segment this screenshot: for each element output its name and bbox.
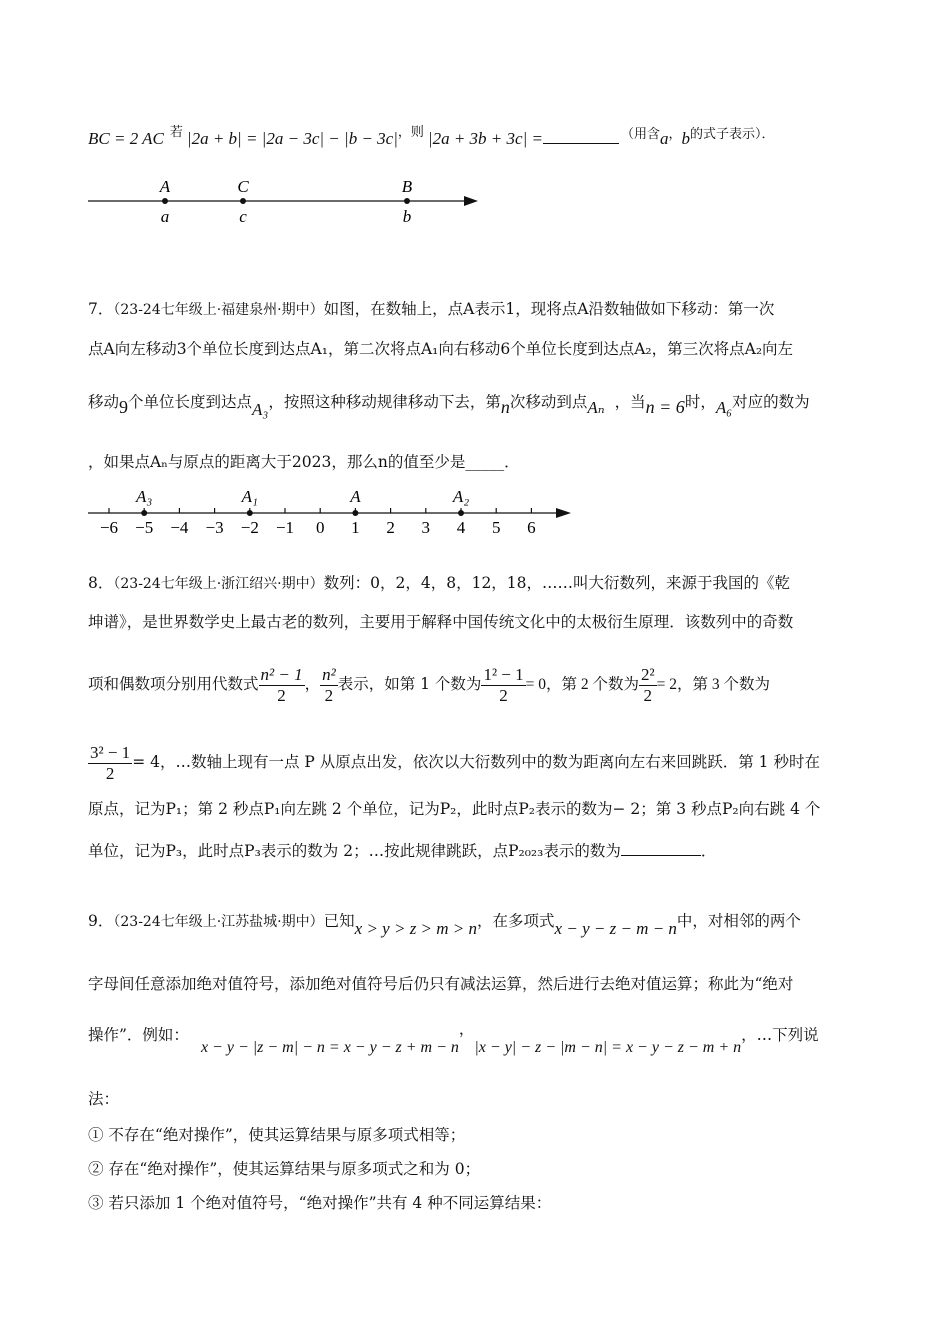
q8-answer-blank[interactable] — [621, 841, 701, 856]
q8-text-6: 单位，记为P₃，此时点P₃表示的数为 2；…按此规律跳跃，点P₂₀₂₃表示的数为 — [88, 842, 621, 860]
q8-frac5-num: 3² − 1 — [90, 742, 131, 762]
q9-polynomial: x − y − z − m − n — [554, 919, 677, 938]
q9-line-1 — [88, 910, 801, 938]
q8-fraction-3 — [88, 743, 132, 784]
q8-text-2: 坤谱》，是世界数学史上最古老的数列，主要用于解释中国传统文化中的太极衍生原理．该数列中的奇数 — [88, 613, 794, 631]
q7-point-dot — [458, 510, 464, 516]
q8-frac3-den: 2 — [499, 685, 508, 705]
q8-fraction-even — [320, 665, 338, 706]
q9-example-1: x − y − |z − m| − n = x − y − z + m − n — [200, 1039, 459, 1056]
q7-axis-arrow — [556, 508, 571, 518]
q7-text-2: 点A向左移动3个单位长度到达点A₁，第二次将点A₁向右移动6个单位长度到达点A₂，第三次将点A₂向左 — [88, 340, 794, 358]
q8-source: （23-24七年级上·浙江绍兴·期中） — [113, 576, 324, 592]
q8-frac3-num: 1² − 1 — [483, 664, 524, 684]
q7-text-3c: 个单位长度到达点 — [128, 393, 253, 411]
q7-number: 7． — [88, 300, 114, 318]
q7-point-label: A₂ — [452, 487, 470, 506]
q9-line-2 — [88, 973, 793, 995]
q7-text-3g: 次移动到点 — [509, 393, 588, 411]
q6-hint-b: 的式子表示）． — [690, 127, 775, 142]
q9-text-1a: 已知 — [323, 912, 355, 930]
q7-point-label: A₁ — [241, 487, 258, 506]
q7-text-3k: 时， — [684, 393, 716, 411]
q8-frac1-den: 2 — [277, 685, 286, 705]
q9-text-3a: 操作”．例如： — [88, 1026, 189, 1044]
q8-line-5 — [88, 798, 820, 820]
q8-text-3a: 项和偶数项分别用代数式 — [88, 675, 259, 693]
q6-var-a: a — [659, 129, 669, 148]
q7-tick-label: −6 — [99, 518, 119, 537]
q7-tick-label: 6 — [527, 518, 536, 537]
q9-inequality: x > y > z > m > n — [354, 919, 478, 938]
svg-text:B: B — [401, 177, 413, 196]
svg-text:b: b — [402, 207, 412, 226]
q9-text-4: 法： — [88, 1090, 120, 1108]
q7-tick-label: 1 — [351, 518, 360, 537]
q7-number-line — [0, 0, 950, 545]
q7-point-label: A — [350, 487, 361, 506]
q9-option-3-text: ③ 若只添加 1 个绝对值符号，“绝对操作”共有 4 种不同运算结果： — [88, 1194, 552, 1212]
q6-then: ，则 — [397, 125, 424, 140]
q9-text-1c: ，在多项式 — [477, 912, 555, 930]
q7-text-3h: Aₙ — [587, 398, 605, 417]
q8-fraction-odd — [259, 665, 305, 706]
q9-option-3 — [88, 1192, 551, 1214]
q7-text-3b: 9 — [119, 397, 129, 417]
q8-frac2-num: n² — [322, 664, 336, 684]
q6-if: 若 — [169, 125, 183, 140]
q7-tick-label: 2 — [386, 518, 395, 537]
q7-text-3l: A₆ — [715, 398, 733, 417]
q8-text-5: 原点，记为P₁；第 2 秒点P₁向左跳 2 个单位，记为P₂，此时点P₂表示的数为− 2；第 3 秒点P₂向右跳 4 个 — [88, 800, 821, 818]
q7-tick-label: 0 — [315, 518, 325, 537]
q7-text-3i: ，当 — [614, 393, 646, 411]
q7-tick-label: −5 — [135, 518, 154, 537]
q9-text-2: 字母间任意添加绝对值符号，添加绝对值符号后仍只有减法运算，然后进行去绝对值运算；称此为“绝对 — [88, 975, 794, 993]
svg-text:C: C — [237, 177, 249, 196]
q9-number: 9． — [88, 912, 114, 930]
svg-text:c: c — [239, 207, 247, 226]
q7-tick-label: −3 — [205, 518, 224, 537]
q9-option-1-text: ① 不存在“绝对操作”，使其运算结果与原多项式相等； — [88, 1126, 466, 1144]
q8-line-1 — [88, 572, 790, 595]
svg-text:A: A — [159, 177, 171, 196]
q8-text-6-end: ． — [700, 842, 717, 860]
q7-text-1: 如图，在数轴上，点A表示1，现将点A沿数轴做如下移动：第一次 — [323, 300, 775, 318]
q8-frac5-den: 2 — [105, 763, 115, 783]
q7-text-3j: n = 6 — [645, 397, 685, 417]
q8-line-2 — [88, 611, 793, 633]
q7-point-label: A₃ — [136, 487, 153, 506]
q9-text-1e: 中，对相邻的两个 — [676, 912, 801, 930]
q7-tick-label: 3 — [421, 518, 431, 537]
q8-line-4 — [88, 740, 820, 784]
q7-tick-label: −1 — [275, 518, 295, 537]
q7-tick-label: 4 — [456, 518, 466, 537]
q6-hint-a: （用含 — [620, 127, 660, 142]
q9-line-4 — [88, 1088, 119, 1110]
q7-tick-label: −2 — [240, 518, 259, 537]
q9-example-2: |x − y| − z − |m − n| = x − y − z − m + n — [474, 1039, 742, 1056]
q8-frac1-num: n² − 1 — [260, 664, 303, 684]
q8-number: 8． — [88, 574, 114, 592]
q8-frac4-num: 2² — [641, 664, 655, 684]
q8-frac2-den: 2 — [324, 685, 334, 705]
q6-comma: ， — [668, 127, 682, 142]
q7-point-dot — [141, 510, 147, 516]
q9-line-3 — [88, 1020, 819, 1056]
q9-option-2 — [88, 1158, 480, 1180]
q7-text-3m: 对应的数为 — [732, 393, 810, 411]
q6-expression: |2a + 3b + 3c| = — [427, 129, 543, 148]
q8-frac4-den: 2 — [643, 685, 653, 705]
q9-source: （23-24七年级上·江苏盐城·期中） — [113, 914, 324, 930]
q8-text-3b: ， — [304, 675, 321, 693]
q7-point-dot — [352, 510, 358, 516]
q8-text-4a: = 4，…数轴上现有一点 P 从原点出发，依次以大衍数列中的数为距离向左右来回跳跃．第 1 秒时在 — [132, 753, 820, 771]
q9-text-3c: ， — [458, 1020, 475, 1038]
q8-text-3c: 表示，如第 1 个数为 — [337, 675, 482, 693]
q7-text-3d: A₃ — [252, 400, 269, 419]
q7-text-3f: n — [500, 397, 510, 417]
q7-point-dot — [247, 510, 253, 516]
q7-source: （23-24七年级上·福建泉州·期中） — [113, 302, 324, 318]
q8-line-3 — [88, 662, 770, 707]
q8-text-3d: = 0，第 2 个数为 — [525, 676, 639, 693]
q7-text-4: ，如果点Aₙ与原点的距离大于2023，那么n的值至少是_____． — [88, 453, 520, 471]
q8-line-6 — [88, 840, 716, 862]
q6-bc-eq: BC = 2 AC — [88, 129, 164, 148]
q7-text-3e: ，按照这种移动规律移动下去，第 — [268, 393, 501, 411]
q9-option-2-text: ② 存在“绝对操作”，使其运算结果与原多项式之和为 0； — [88, 1160, 481, 1178]
q6-condition: |2a + b| = |2a − 3c| − |b − 3c| — [186, 129, 398, 148]
q6-var-b: b — [681, 129, 690, 148]
q9-text-3e: ，…下列说 — [741, 1026, 819, 1044]
q8-fraction-2 — [639, 665, 657, 706]
q7-tick-label: 5 — [491, 518, 501, 537]
q8-text-1: 数列：0，2，4，8，12，18，……叫大衍数列，来源于我国的《乾 — [323, 574, 791, 592]
svg-text:a: a — [160, 207, 170, 226]
q9-option-1 — [88, 1124, 465, 1146]
q8-fraction-1 — [481, 665, 525, 706]
q7-text-3a: 移动 — [88, 393, 120, 411]
q8-text-3e: = 2，第 3 个数为 — [656, 676, 770, 693]
q7-tick-label: −4 — [170, 518, 189, 537]
